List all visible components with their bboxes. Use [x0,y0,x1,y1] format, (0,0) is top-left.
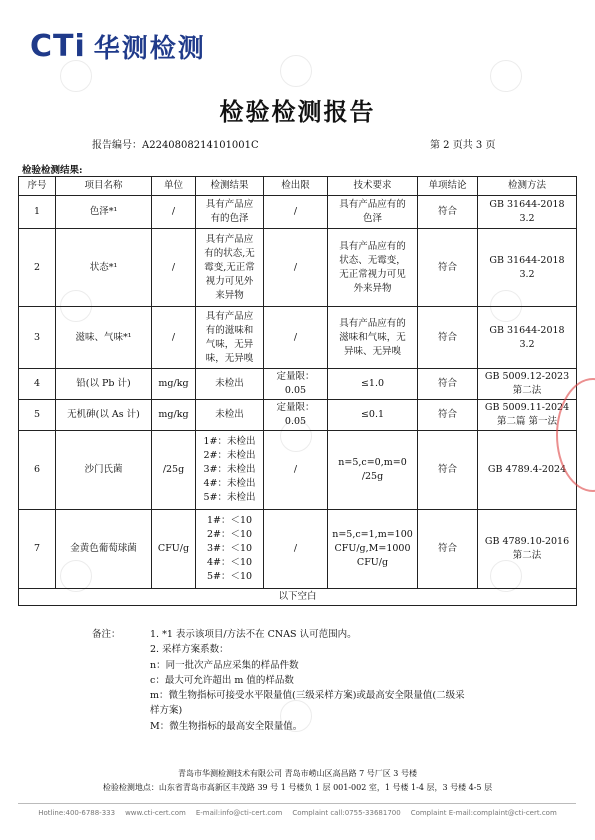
footer-company: 青岛市华测检测技术有限公司 青岛市崂山区高昌路 7 号厂区 3 号楼 [178,769,417,778]
contact-bar [0,809,595,817]
cell-requirement: 具有产品应有的 状态、无霉变， 无正常视力可见 外来异物 [328,229,418,307]
logo-chinese: 华测检测 [93,33,206,64]
footer-address: 检验检测地点：山东省青岛市高新区丰茂路 39 号 1 号楼负 1 层 001-002 室，1 号楼 1-4 层，3 号楼 4-5 层 [102,783,493,792]
cell-method: GB 31644-2018 3.2 [478,229,577,307]
cell-conclusion: 符合 [418,229,478,307]
cell-limit: / [264,307,328,369]
cell-no: 3 [19,307,56,369]
cell-method: GB 4789.10-2016 第二法 [478,510,577,589]
company-logo [30,28,206,64]
column-header: 检测方法 [478,177,577,196]
complaint-email-link[interactable]: Complaint E-mail:complaint@cti-cert.com [410,809,557,817]
cell-item: 铅(以 Pb 计) [56,369,152,400]
cell-item: 状态*¹ [56,229,152,307]
cell-unit: / [152,196,196,229]
cell-result: 未检出 [196,400,264,431]
cell-no: 6 [19,431,56,510]
column-header: 技术要求 [328,177,418,196]
cell-method: GB 31644-2018 3.2 [478,307,577,369]
cell-limit: / [264,196,328,229]
cell-result: 1#：＜10 2#：＜10 3#：＜10 4#：＜10 5#：＜10 [196,510,264,589]
cell-limit: 定量限： 0.05 [264,369,328,400]
column-header: 检测结果 [196,177,264,196]
cell-conclusion: 符合 [418,431,478,510]
cell-unit: /25g [152,431,196,510]
cell-method: GB 5009.12-2023 第二法 [478,369,577,400]
note-line: n：同一批次产品应采集的样品件数 [150,659,299,671]
table-row [19,369,577,400]
cell-unit: mg/kg [152,369,196,400]
table-row [19,229,577,307]
page-number: 第 2 页共 3 页 [430,140,496,151]
cell-no: 2 [19,229,56,307]
report-number: 报告编号：A2240808214101001C [92,140,259,151]
cell-no: 4 [19,369,56,400]
cell-no: 7 [19,510,56,589]
cell-method: GB 31644-2018 3.2 [478,196,577,229]
table-row [19,510,577,589]
email-link[interactable]: E-mail:info@cti-cert.com [195,809,283,817]
watermark-seal-icon [490,60,522,92]
table-header-row [19,177,577,196]
column-header: 项目名称 [56,177,152,196]
cell-conclusion: 符合 [418,196,478,229]
column-header: 序号 [19,177,56,196]
cell-no: 5 [19,400,56,431]
cell-conclusion: 符合 [418,400,478,431]
notes-body [150,627,570,734]
cell-item: 沙门氏菌 [56,431,152,510]
table-row [19,400,577,431]
cell-requirement: n=5,c=0,m=0 /25g [328,431,418,510]
cell-conclusion: 符合 [418,369,478,400]
cell-unit: / [152,229,196,307]
cell-limit: / [264,510,328,589]
cell-requirement: ≤0.1 [328,400,418,431]
cell-result: 未检出 [196,369,264,400]
cell-unit: / [152,307,196,369]
cell-result: 具有产品应 有的色泽 [196,196,264,229]
results-table [18,176,577,606]
complaint-call-text: Complaint call:0755-33681700 [292,809,401,817]
column-header: 单项结论 [418,177,478,196]
cell-requirement: 具有产品应有的 滋味和气味，无 异味、无异嗅 [328,307,418,369]
cell-item: 滋味、气味*¹ [56,307,152,369]
logo-latin: CTi [30,28,86,64]
watermark-seal-icon [280,55,312,87]
cell-no: 1 [19,196,56,229]
notes-label: 备注： [92,629,121,640]
note-line: 2. 采样方案系数： [150,644,229,656]
note-line: M：微生物指标的最高安全限量值。 [150,720,303,732]
watermark-seal-icon [60,60,92,92]
column-header: 单位 [152,177,196,196]
note-line: 1. *1 表示该项目/方法不在 CNAS 认可范围内。 [150,629,357,640]
website-link[interactable]: www.cti-cert.com [125,809,186,817]
cell-result: 具有产品应 有的滋味和 气味，无异 味，无异嗅 [196,307,264,369]
cell-result: 具有产品应 有的状态,无 霉变,无正常 视力可见外 来异物 [196,229,264,307]
table-row-blank [19,589,577,606]
cell-limit: 定量限： 0.05 [264,400,328,431]
blank-row-text: 以下空白 [19,589,577,606]
cell-requirement: 具有产品应有的 色泽 [328,196,418,229]
cell-requirement: ≤1.0 [328,369,418,400]
cell-method: GB 4789.4-2024 [478,431,577,510]
cell-limit: / [264,229,328,307]
cell-conclusion: 符合 [418,510,478,589]
column-header: 检出限 [264,177,328,196]
table-row [19,196,577,229]
note-line: c：最大可允许超出 m 值的样品数 [150,674,294,686]
cell-requirement: n=5,c=1,m=100 CFU/g,M=1000 CFU/g [328,510,418,589]
footer-divider [18,803,576,804]
page-title: 检验检测报告 [219,97,376,126]
table-row [19,431,577,510]
note-line: m：微生物指标可接受水平限量值(三级采样方案)或最高安全限量值(二级采 样方案) [150,690,465,717]
cell-item: 无机砷(以 As 计) [56,400,152,431]
cell-item: 色泽*¹ [56,196,152,229]
cell-item: 金黄色葡萄球菌 [56,510,152,589]
cell-unit: CFU/g [152,510,196,589]
cell-unit: mg/kg [152,400,196,431]
results-label: 检验检测结果: [22,165,83,176]
cell-result: 1#：未检出 2#：未检出 3#：未检出 4#：未检出 5#：未检出 [196,431,264,510]
hotline-text: Hotline:400-6788-333 [38,809,116,817]
cell-method: GB 5009.11-2024 第二篇 第一法 [478,400,577,431]
cell-limit: / [264,431,328,510]
table-row [19,307,577,369]
cell-conclusion: 符合 [418,307,478,369]
